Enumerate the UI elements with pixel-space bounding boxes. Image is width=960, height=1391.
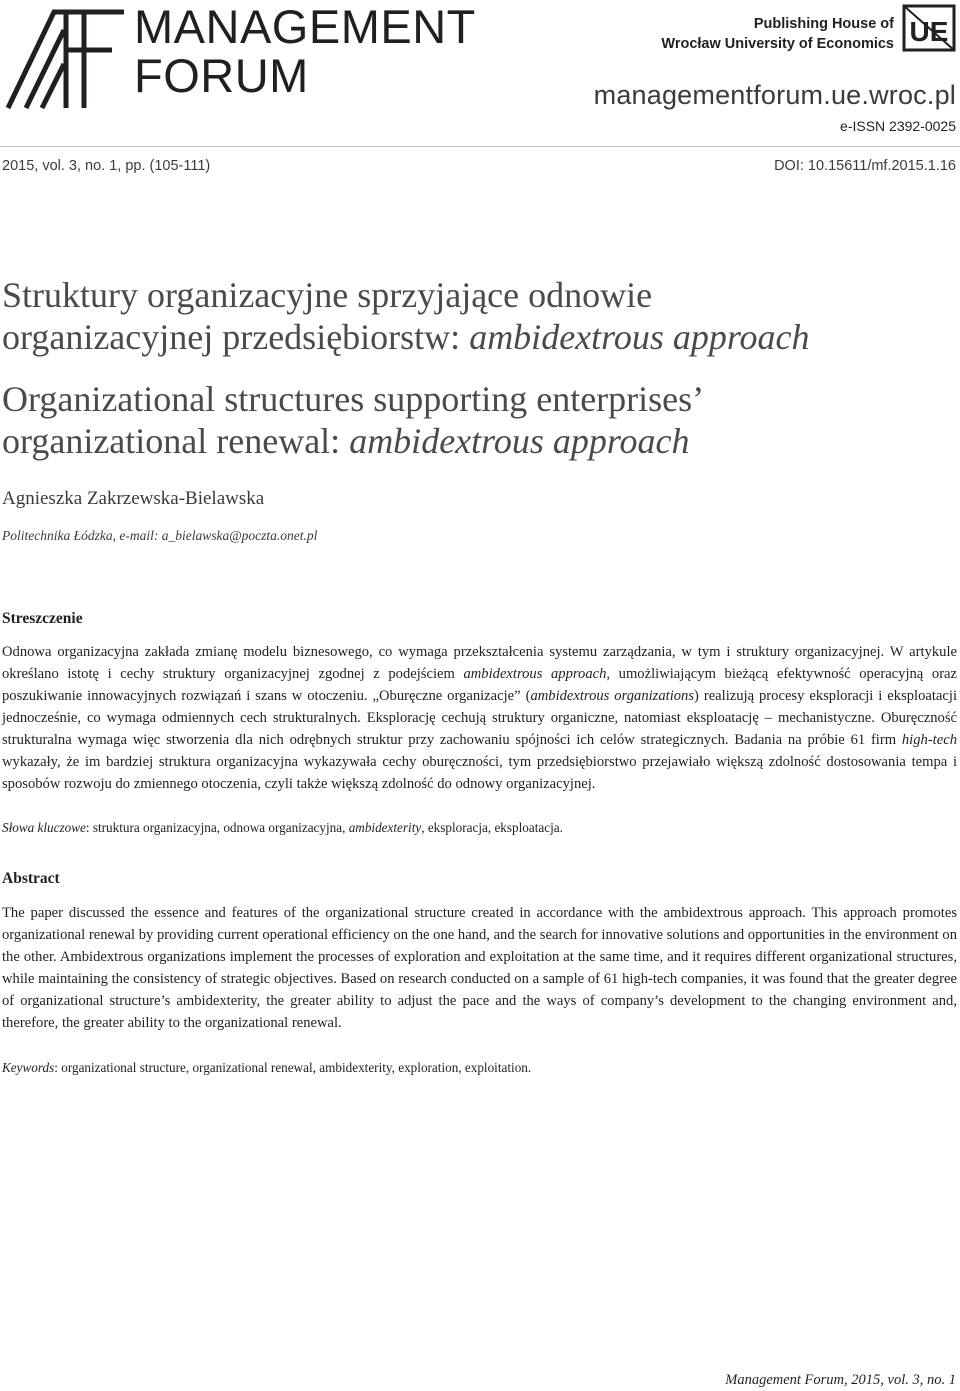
streszczenie-italic2: ambidextrous organizations (530, 688, 695, 704)
slowa-kluczowe (2, 820, 563, 836)
keywords-text: : organizational structure, organizational renewal, ambidexterity, exploration, exploitation. (54, 1060, 532, 1075)
title-english-line2: organizational renewal: (2, 421, 350, 461)
publisher-line1: Publishing House of (753, 16, 894, 32)
footer-journal-citation: Management Forum, 2015, vol. 3, no. 1 (725, 1372, 956, 1388)
abstract-heading: Abstract (2, 870, 60, 887)
journal-title-line2: FORUM (134, 49, 309, 102)
slowa-kluczowe-text2: , eksploracja, eksploatacja. (421, 820, 563, 835)
title-english (2, 378, 952, 462)
streszczenie-italic3: high-tech (901, 732, 957, 748)
title-polish-line2: organizacyjnej przedsiębiorstw: (2, 317, 470, 357)
title-polish-line1: Struktury organizacyjne sprzyjające odnowie (2, 275, 653, 315)
slowa-kluczowe-italic: ambidexterity (348, 820, 422, 835)
author: Agnieszka Zakrzewska-Bielawska (2, 488, 265, 509)
university-logo-text: UE (909, 16, 949, 47)
streszczenie-part2: , umożliwiającym bieżącą efektywność operacyjną oraz poszukiwanie innowacyjnych rozwiązań i szans w otoczeniu. „Oburęczne organizacje” ( (2, 666, 958, 704)
streszczenie-part3: ) realizują procesy eksploracji i eksploatacji jednocześnie, co wymaga odmiennych cech strukturalnych. Eksplorację cechują struktury organiczne, natomiast eksploatację – mechanistyczne. Oburęczność strukturalna wymaga więc stworzenia dla nich odrębnych struktur przy zachowaniu spójności ich celów strategicznych. Badania na próbie 61 firm (2, 688, 958, 748)
streszczenie-text (2, 641, 957, 795)
title-polish-italic: ambidextrous approach (469, 317, 810, 357)
header-divider (0, 146, 960, 147)
citation: 2015, vol. 3, no. 1, pp. (105-111) (2, 158, 211, 174)
streszczenie-heading: Streszczenie (2, 610, 83, 627)
streszczenie-part4: wykazały, że im bardziej struktura organizacyjna wykazywała cechy oburęczności, tym przedsiębiorstwo przejawiało większą zdolność dostosowania tempa i sposobów rozwoju do zmiennego otoczenia, czyli także większą zdolność do odnowy organizacyjnej. (2, 754, 957, 792)
publisher (661, 14, 894, 54)
title-polish (2, 274, 952, 358)
title-english-line1: Organizational structures supporting enterprises’ (2, 379, 705, 419)
journal-title (134, 2, 476, 100)
journal-title-line1: MANAGEMENT (134, 0, 476, 53)
university-logo-icon (902, 4, 956, 52)
affiliation: Politechnika Łódzka, e-mail: a_bielawska@poczta.onet.pl (2, 528, 318, 543)
keywords-label: Keywords (2, 1060, 55, 1075)
journal-website[interactable]: managementforum.ue.wroc.pl (593, 80, 956, 110)
publisher-line2: Wrocław University of Economics (661, 36, 894, 52)
title-english-italic: ambidextrous approach (349, 421, 690, 461)
slowa-kluczowe-text1: : struktura organizacyjna, odnowa organizacyjna, (85, 820, 349, 835)
issn: e-ISSN 2392-0025 (840, 118, 956, 134)
doi[interactable]: DOI: 10.15611/mf.2015.1.16 (774, 158, 956, 174)
streszczenie-part1: Odnowa organizacyjna zakłada zmianę modelu biznesowego, co wymaga przekształcenia systemu zarządzania, w tym i struktury organizacyjnej. W artykule określano istotę i cechy struktury organizacyjnej zgodnej z podejściem (2, 644, 957, 682)
streszczenie-italic1: ambidextrous approach (463, 666, 607, 682)
keywords (2, 1060, 531, 1076)
abstract-text: The paper discussed the essence and features of the organizational structure created in accordance with the ambidextrous approach. This approach promotes organizational renewal by providing current operational efficiency on the one hand, and the search for innovative solutions and opportunities in the environment on the other. Ambidextrous organizations implement the processes of exploration and exploitation at the same time, and it requires different organizational structures, while maintaining the consistency of strategic objectives. Based on research conducted on a sample of 61 high-tech companies, it was found that the greater degree of organizational structure’s ambidexterity, the greater ability to adjust the pace and the ways of company’s development to the changing environment and, therefore, the greater ability to the organizational renewal. (2, 905, 957, 1031)
journal-logo-icon (2, 4, 130, 112)
slowa-kluczowe-label: Słowa kluczowe (2, 820, 86, 835)
